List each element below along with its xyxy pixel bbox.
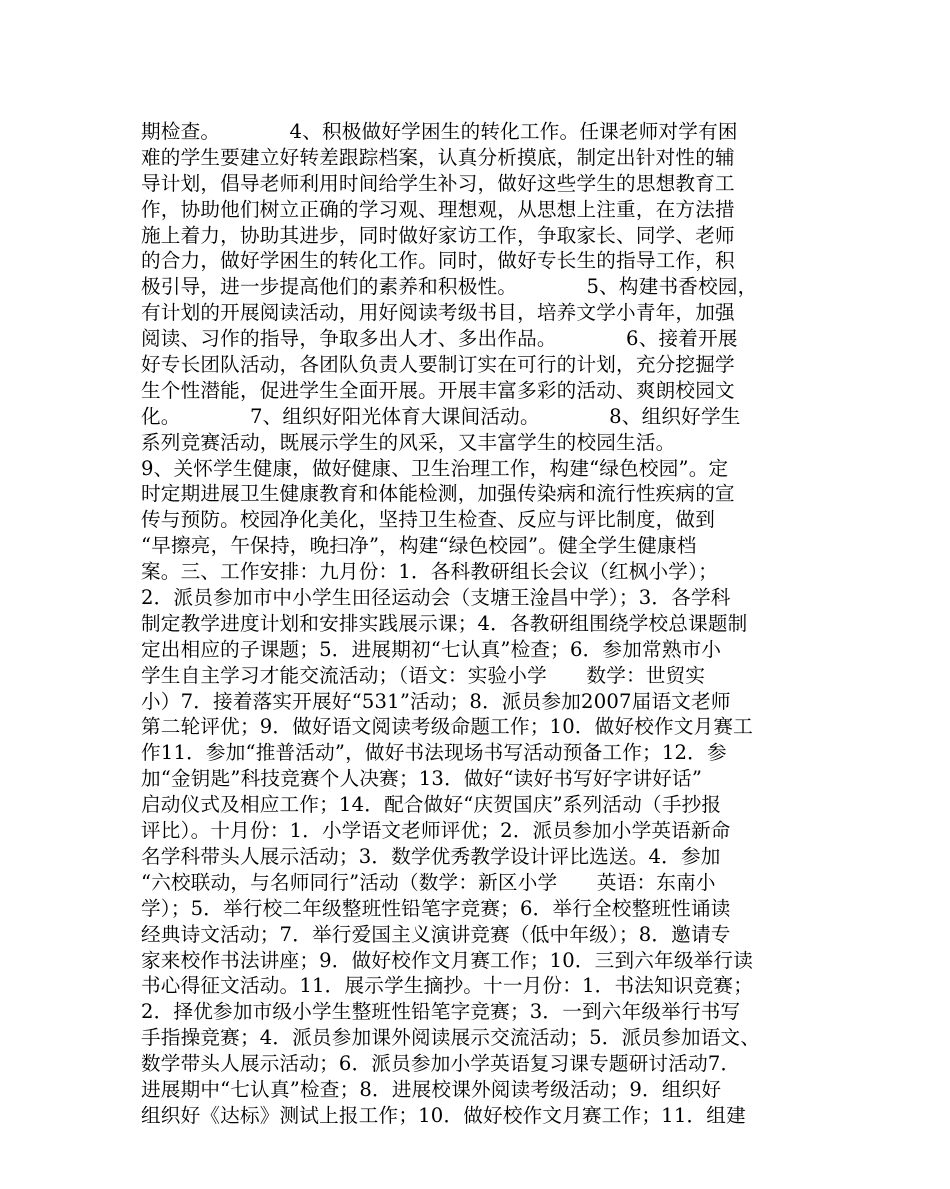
text-line: 极引导，进一步提高他们的素养和积极性。 5、构建书香校园， xyxy=(141,275,758,299)
text-line: 第二轮评优；9．做好语文阅读考级命题工作；10．做好校作文月赛工 xyxy=(141,715,754,739)
text-line: 数学带头人展示活动；6．派员参加小学英语复习课专题研讨活动7． xyxy=(141,1052,741,1076)
text-line: 期检查。 4、积极做好学困生的转化工作。任课老师对学有困 xyxy=(141,120,738,143)
text-line: 进展期中“七认真”检查；8．进展校课外阅读考级活动；9．组织好 xyxy=(141,1077,722,1101)
text-line: 学）；5．举行校二年级整班性铅笔字竞赛；6．举行全校整班性诵读 xyxy=(141,896,731,920)
text-line: 9、关怀学生健康，做好健康、卫生治理工作，构建“绿色校园”。定 xyxy=(141,456,729,480)
text-line: 好专长团队活动，各团队负责人要制订实在可行的计划，充分挖掘学 xyxy=(141,353,735,377)
text-line: 作11．参加“推普活动”，做好书法现场书写活动预备工作；12．参 xyxy=(141,741,727,765)
text-line: 传与预防。校园净化美化，坚持卫生检查、反应与评比制度，做到 xyxy=(141,508,716,532)
text-line: 化。 7、组织好阳光体育大课间活动。 8、组织好学生 xyxy=(141,404,741,428)
text-line: “早擦亮，午保持，晚扫净”，构建“绿色校园”。健全学生健康档 xyxy=(141,534,697,558)
text-line: 学生自主学习才能交流活动；（语文：实验小学 数学：世贸实 xyxy=(141,663,706,687)
text-line: 启动仪式及相应工作；14．配合做好“庆贺国庆”系列活动（手抄报 xyxy=(141,793,722,817)
text-line: 小）7．接着落实开展好“531”活动；8．派员参加2007届语文老师 xyxy=(141,689,731,713)
text-line: 2．择优参加市级小学生整班性铅笔字竞赛；3．一到六年级举行书写 xyxy=(141,1000,741,1024)
text-line: 作，协助他们树立正确的学习观、理想观，从思想上注重，在方法措 xyxy=(141,197,735,221)
text-line: 系列竞赛活动，既展示学生的风采，又丰富学生的校园生活。 xyxy=(141,430,676,454)
text-line: 有计划的开展阅读活动，用好阅读考级书目，培养文学小青年，加强 xyxy=(141,301,735,325)
text-line: 评比）。十月份：1．小学语文老师评优；2．派员参加小学英语新命 xyxy=(141,819,731,843)
text-line: 2．派员参加市中小学生田径运动会（支塘王淦昌中学）；3．各学科 xyxy=(141,586,731,610)
text-line: 组织好《达标》测试上报工作；10．做好校作文月赛工作；11．组建 xyxy=(141,1103,746,1127)
text-line: 名学科带头人展示活动；3．数学优秀教学设计评比选送。4．参加 xyxy=(141,844,721,868)
text-line: 手指操竞赛；4．派员参加课外阅读展示交流活动；5．派员参加语文、 xyxy=(141,1026,761,1050)
text-line: 阅读、习作的指导，争取多出人才、多出作品。 6、接着开展 xyxy=(141,327,738,351)
text-line: 书心得征文活动。11．展示学生摘抄。十一月份：1．书法知识竞赛； xyxy=(141,974,754,998)
text-line: 时定期进展卫生健康教育和体能检测，加强传染病和流行性疾病的宣 xyxy=(141,482,735,506)
text-line: 导计划，倡导老师利用时间给学生补习，做好这些学生的思想教育工 xyxy=(141,171,735,195)
text-line: 经典诗文活动；7．举行爱国主义演讲竞赛（低中年级）；8．邀请专 xyxy=(141,922,731,946)
text-line: 制定教学进度计划和安排实践展示课；4．各教研组围绕学校总课题制 xyxy=(141,611,748,635)
text-line: 施上着力，协助其进步，同时做好家访工作，争取家长、同学、老师 xyxy=(141,223,735,247)
text-line: 定出相应的子课题；5．进展期初“七认真”检查；6．参加常熟市小 xyxy=(141,637,722,661)
text-line: 案。三、工作安排：九月份：1．各科教研组长会议（红枫小学）； xyxy=(141,560,718,584)
text-line: “六校联动，与名师同行”活动（数学：新区小学 英语：东南小 xyxy=(141,870,716,894)
text-line: 难的学生要建立好转差跟踪档案，认真分析摸底，制定出针对性的辅 xyxy=(141,145,735,169)
text-line: 的合力，做好学困生的转化工作。同时，做好专长生的指导工作，积 xyxy=(141,249,735,273)
text-line: 生个性潜能，促进学生全面开展。开展丰富多彩的活动、爽朗校园文 xyxy=(141,378,735,402)
document-body xyxy=(141,119,811,1129)
text-line: 家来校作书法讲座；9．做好校作文月赛工作；10．三到六年级举行读 xyxy=(141,948,754,972)
text-line: 加“金钥匙”科技竞赛个人决赛；13．做好“读好书写好字讲好话” xyxy=(141,767,703,791)
